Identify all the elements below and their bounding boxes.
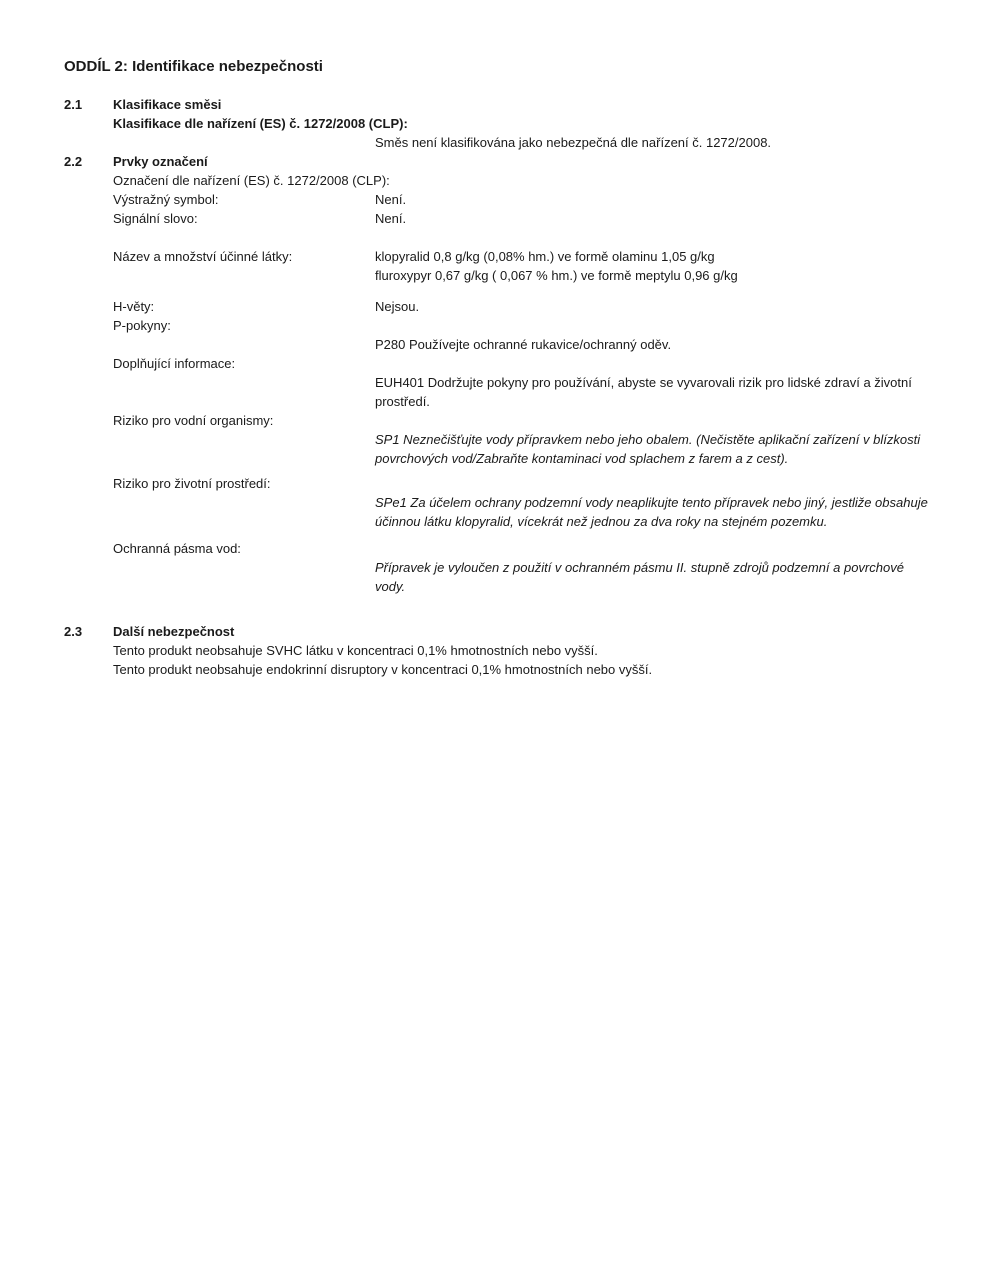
classification-statement: Směs není klasifikována jako nebezpečná dle nařízení č. 1272/2008.	[375, 135, 772, 150]
aquatic-risk-label: Riziko pro vodní organismy:	[113, 413, 274, 428]
environment-risk-line1: SPe1 Za účelem ochrany podzemní vody neaplikujte tento přípravek nebo jiný, jestliže obsahuje	[375, 495, 928, 510]
water-protection-value-row-2	[64, 577, 953, 596]
section-2-2-regulation-row	[64, 171, 953, 190]
active-substance-line2: fluroxypyr 0,67 g/kg ( 0,067 % hm.) ve formě meptylu 0,96 g/kg	[375, 268, 738, 283]
active-substance-row-2	[64, 266, 953, 285]
active-substance-row	[64, 247, 953, 266]
labelling-regulation-label: Označení dle nařízení (ES) č. 1272/2008 (CLP):	[113, 173, 390, 188]
endocrine-statement-row	[64, 660, 953, 679]
environment-risk-value-row-2	[64, 512, 953, 531]
section-2-2-heading: Prvky označení	[113, 154, 208, 169]
signal-word-row	[64, 209, 953, 228]
warning-symbol-value: Není.	[375, 192, 407, 207]
additional-info-value-row-1	[64, 373, 953, 392]
aquatic-risk-label-row	[64, 411, 953, 430]
section-title: ODDÍL 2: Identifikace nebezpečnosti	[64, 58, 323, 75]
water-protection-value-row-1	[64, 558, 953, 577]
endocrine-statement: Tento produkt neobsahuje endokrinní disruptory v koncentraci 0,1% hmotnostních nebo vyšší.	[113, 662, 653, 677]
water-protection-label-row	[64, 539, 953, 558]
additional-info-line1: EUH401 Dodržujte pokyny pro používání, abyste se vyvarovali rizik pro lidské zdraví a životní	[375, 375, 912, 390]
section-2-1-heading-row	[64, 95, 953, 114]
spacer	[64, 285, 953, 297]
spacer	[64, 228, 953, 247]
signal-word-value: Není.	[375, 211, 407, 226]
active-substance-line1: klopyralid 0,8 g/kg (0,08% hm.) ve formě olaminu 1,05 g/kg	[375, 249, 715, 264]
additional-info-label: Doplňující informace:	[113, 356, 236, 371]
aquatic-risk-value-row-1	[64, 430, 953, 449]
additional-info-value-row-2	[64, 392, 953, 411]
aquatic-risk-value-row-2	[64, 449, 953, 468]
h-statements-row	[64, 297, 953, 316]
environment-risk-label: Riziko pro životní prostředí:	[113, 476, 271, 491]
signal-word-label: Signální slovo:	[113, 211, 198, 226]
section-2-1-number: 2.1	[64, 97, 83, 112]
warning-symbol-row	[64, 190, 953, 209]
p-statements-label-row	[64, 316, 953, 335]
water-protection-line2: vody.	[375, 579, 406, 594]
environment-risk-value-row-1	[64, 493, 953, 512]
section-2-3-number: 2.3	[64, 624, 83, 639]
p-statements-value: P280 Používejte ochranné rukavice/ochranný oděv.	[375, 337, 672, 352]
classification-statement-row	[64, 133, 953, 152]
section-2-2-number: 2.2	[64, 154, 83, 169]
h-statements-value: Nejsou.	[375, 299, 420, 314]
section-2-1-regulation-row	[64, 114, 953, 133]
environment-risk-line2: účinnou látku klopyralid, vícekrát než jednou za dva roky na stejném pozemku.	[375, 514, 828, 529]
environment-risk-label-row	[64, 474, 953, 493]
svhc-statement: Tento produkt neobsahuje SVHC látku v koncentraci 0,1% hmotnostních nebo vyšší.	[113, 643, 598, 658]
warning-symbol-label: Výstražný symbol:	[113, 192, 219, 207]
p-statements-label: P-pokyny:	[113, 318, 171, 333]
section-2-3-heading-row	[64, 622, 953, 641]
active-substance-label: Název a množství účinné látky:	[113, 249, 293, 264]
p-statements-value-row	[64, 335, 953, 354]
section-2-2-heading-row	[64, 152, 953, 171]
section-2-3-heading: Další nebezpečnost	[113, 624, 235, 639]
h-statements-label: H-věty:	[113, 299, 155, 314]
aquatic-risk-line1: SP1 Neznečišťujte vody přípravkem nebo jeho obalem. (Nečistěte aplikační zařízení v blízkosti	[375, 432, 921, 447]
additional-info-label-row	[64, 354, 953, 373]
section-2-1-heading: Klasifikace směsi	[113, 97, 222, 112]
water-protection-line1: Přípravek je vyloučen z použití v ochranném pásmu II. stupně zdrojů podzemní a povrchové	[375, 560, 904, 575]
water-protection-label: Ochranná pásma vod:	[113, 541, 241, 556]
classification-regulation-label: Klasifikace dle nařízení (ES) č. 1272/2008 (CLP):	[113, 116, 408, 131]
additional-info-line2: prostředí.	[375, 394, 430, 409]
aquatic-risk-line2: povrchových vod/Zabraňte kontaminaci vod splachem z farem a z cest).	[375, 451, 789, 466]
svhc-statement-row	[64, 641, 953, 660]
